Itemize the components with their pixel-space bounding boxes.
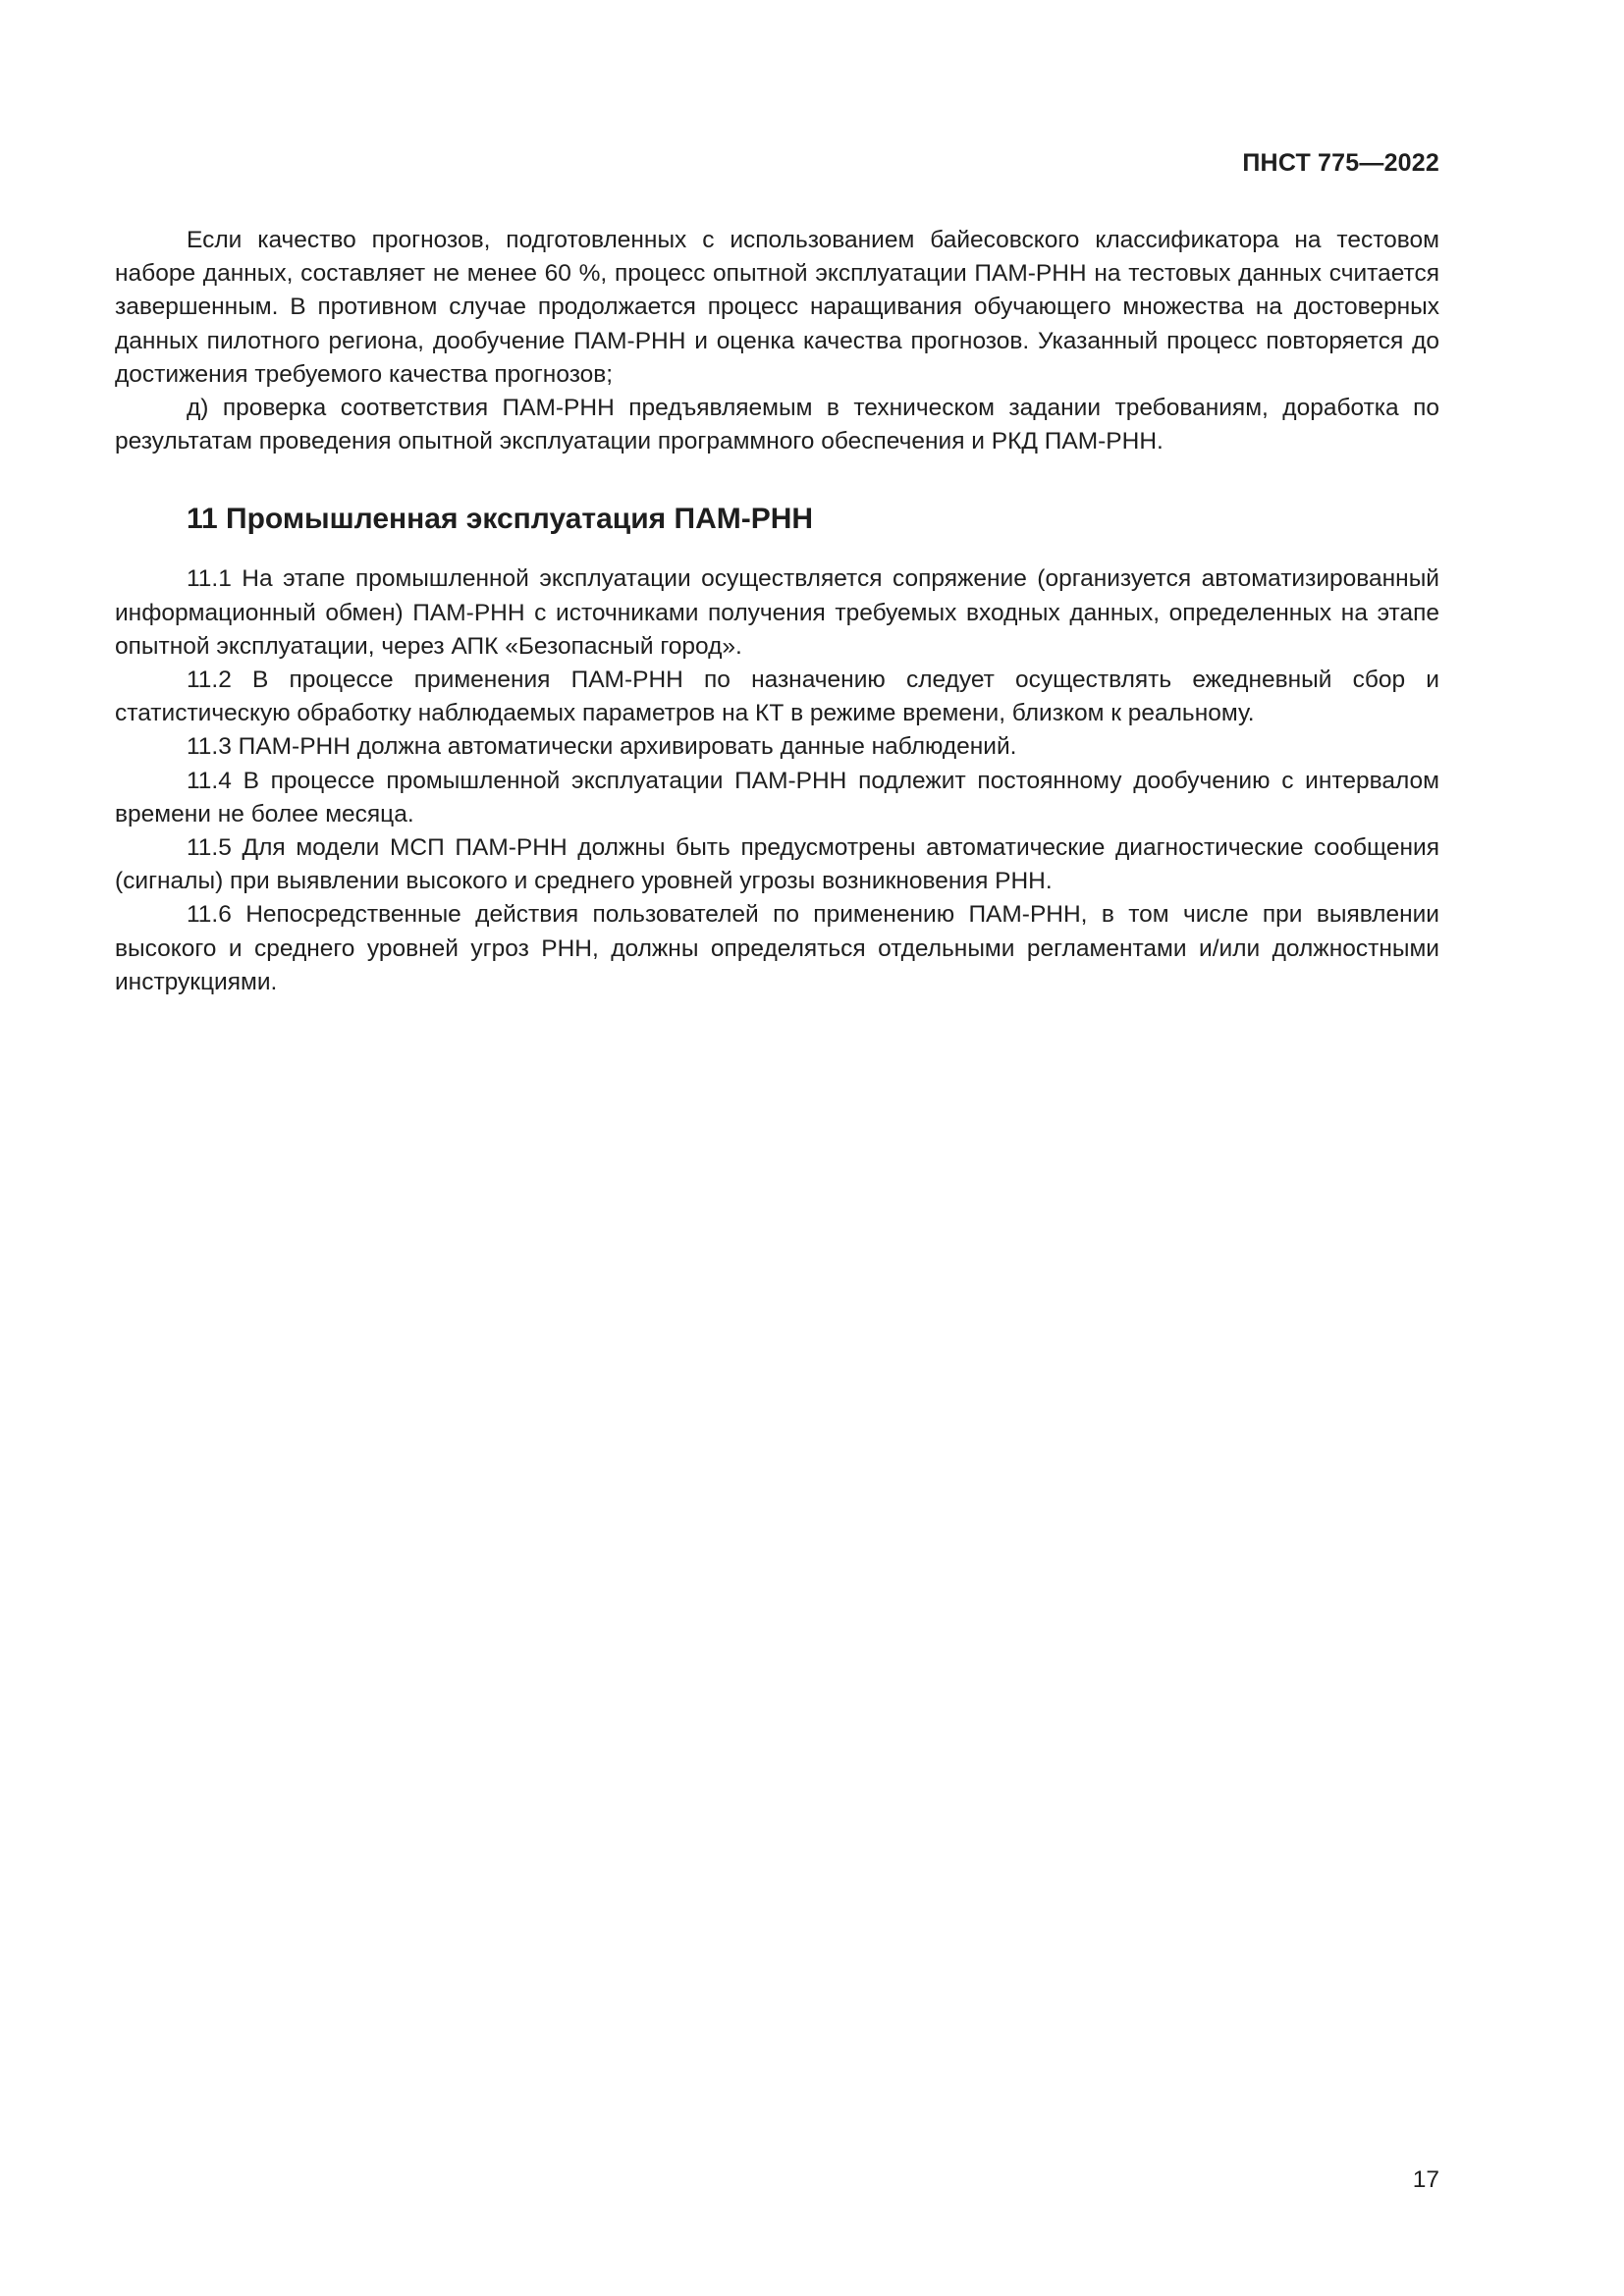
section-heading: 11 Промышленная эксплуатация ПАМ-РНН: [187, 503, 814, 536]
page-body: [115, 224, 1439, 999]
page-number: 17: [1412, 2166, 1439, 2193]
section-paragraph-11-5: 11.5 Для модели МСП ПАМ-РНН должны быть предусмотрены автоматические диагностические сообщения (сигналы) при выявлении высокого и среднего уровней угрозы возникновения РНН.: [115, 834, 1439, 895]
intro-paragraph: Если качество прогнозов, подготовленных с использованием байесовского классификатора на тестовом наборе данных, составляет не менее 60 %, процесс опытной эксплуатации ПАМ-РНН на тестовых данных считается завершенным. В противном случае продолжается процесс наращивания обучающего множества на достоверных данных пилотного региона, дообучение ПАМ-РНН и оценка качества прогнозов. Указанный процесс повторяется до достижения требуемого качества прогнозов;: [115, 227, 1439, 388]
intro-paragraph: д) проверка соответствия ПАМ-РНН предъявляемым в техническом задании требованиям, доработка по результатам проведения опытной эксплуатации программного обеспечения и РКД ПАМ-РНН.: [115, 395, 1439, 455]
document-code-header: ПНСТ 775—2022: [1242, 149, 1439, 177]
section-paragraph-11-4: 11.4 В процессе промышленной эксплуатации ПАМ-РНН подлежит постоянному дообучению с интервалом времени не более месяца.: [115, 767, 1439, 828]
section-paragraph-11-1: 11.1 На этапе промышленной эксплуатации осуществляется сопряжение (организуется автоматизированный информационный обмен) ПАМ-РНН с источниками получения требуемых входных данных, определенных на этапе опытной эксплуатации, через АПК «Безопасный город».: [115, 565, 1439, 660]
section-paragraph-11-2: 11.2 В процессе применения ПАМ-РНН по назначению следует осуществлять ежедневный сбор и статистическую обработку наблюдаемых параметров на КТ в режиме времени, близком к реальному.: [115, 667, 1439, 727]
section-paragraph-11-6: 11.6 Непосредственные действия пользователей по применению ПАМ-РНН, в том числе при выявлении высокого и среднего уровней угроз РНН, должны определяться отдельными регламентами и/или должностными инструкциями.: [115, 901, 1439, 995]
section-paragraph-11-3: 11.3 ПАМ-РНН должна автоматически архивировать данные наблюдений.: [187, 733, 1017, 761]
